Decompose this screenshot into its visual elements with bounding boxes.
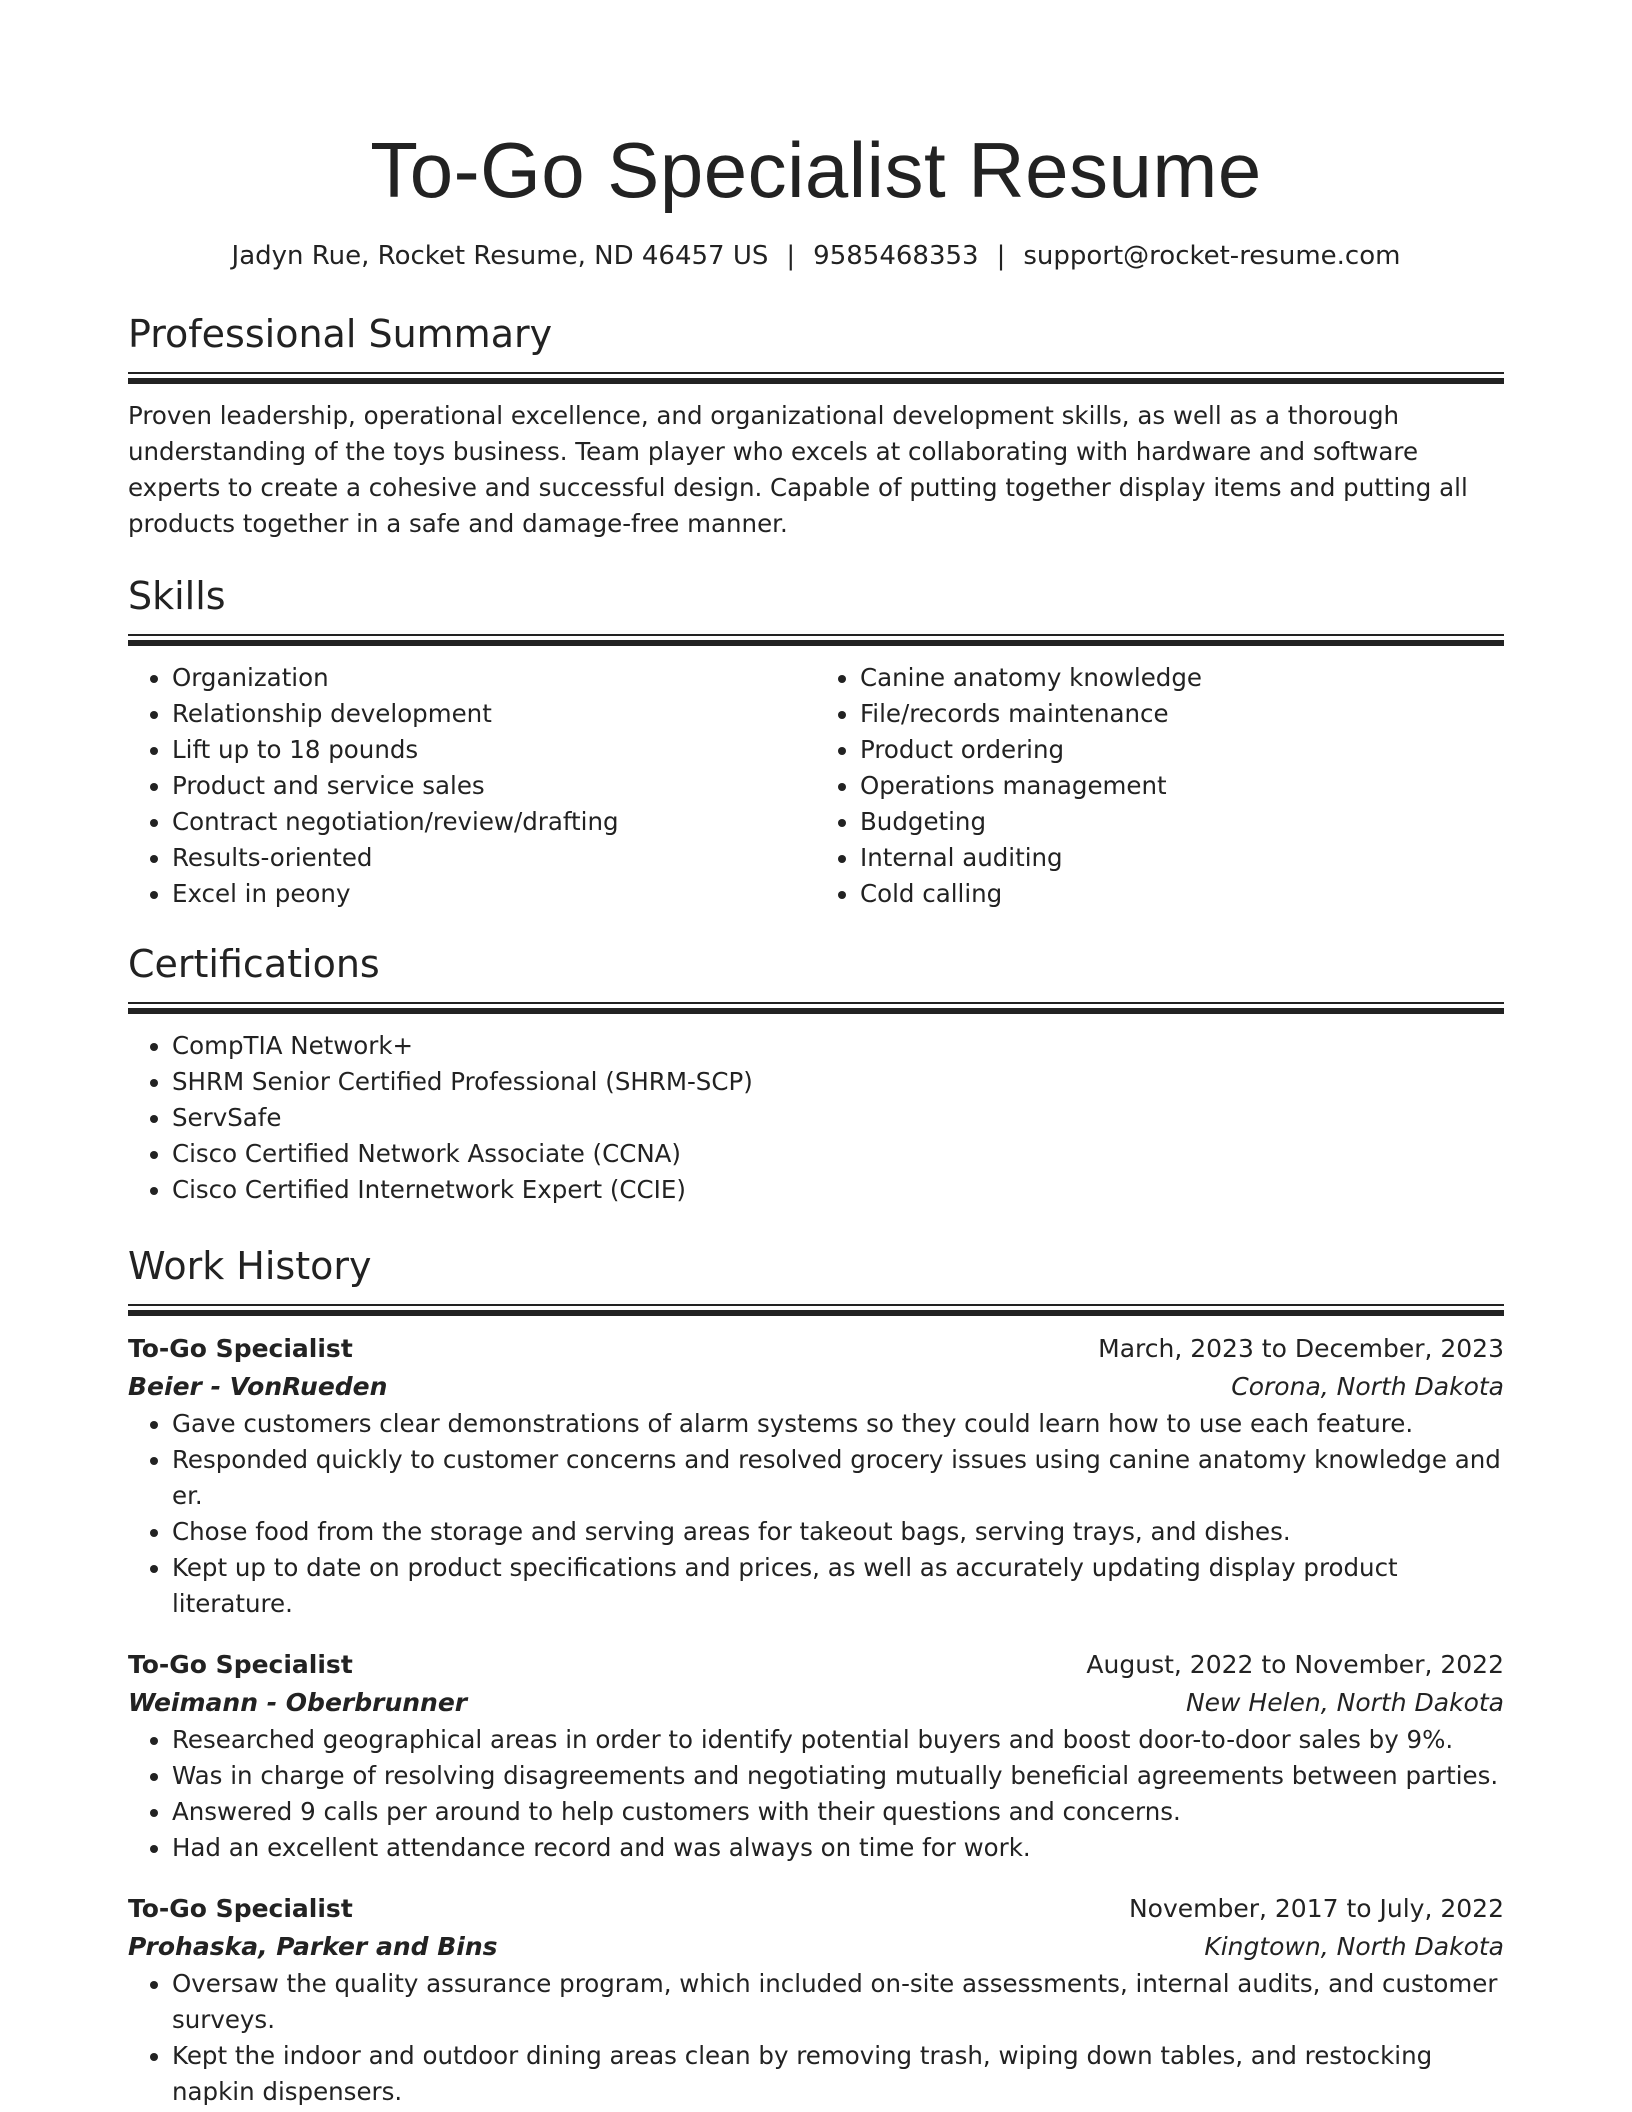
skills-grid xyxy=(128,660,1504,912)
contact-separator: | xyxy=(786,241,796,271)
job-duty: • Gave customers clear demonstrations of alarm systems so they could learn how to use each feature. xyxy=(172,1406,1504,1442)
job-duties-list xyxy=(128,1406,1504,1622)
skill-item: • File/records maintenance xyxy=(860,696,1504,732)
job-company: Prohaska, Parker and Bins xyxy=(128,1932,498,1961)
job-title: To-Go Specialist xyxy=(128,1650,353,1679)
summary-section xyxy=(128,310,1504,542)
skill-item: • Excel in peony xyxy=(172,876,816,912)
skill-item: • Relationship development xyxy=(172,696,816,732)
job-title: To-Go Specialist xyxy=(128,1334,353,1363)
section-divider xyxy=(128,372,1504,384)
skills-heading: Skills xyxy=(128,574,226,618)
job-header xyxy=(128,1646,1504,1684)
work-history-heading: Work History xyxy=(128,1244,372,1288)
job-subheader xyxy=(128,1684,1504,1722)
skills-list-right xyxy=(816,660,1504,912)
certification-item: • Cisco Certified Network Associate (CCNA) xyxy=(172,1136,1504,1172)
job-duty: • Responded quickly to customer concerns and resolved grocery issues using canine anatomy knowledge and er. xyxy=(172,1442,1504,1514)
job-entry xyxy=(128,1646,1504,1866)
job-duty: • Answered 9 calls per around to help customers with their questions and concerns. xyxy=(172,1794,1504,1830)
page-title: To-Go Specialist Resume xyxy=(370,126,1262,214)
job-duty: • Was in charge of resolving disagreements and negotiating mutually beneficial agreements between parties. xyxy=(172,1758,1504,1794)
certifications-section xyxy=(128,940,1504,1208)
skill-item: • Budgeting xyxy=(860,804,1504,840)
summary-heading: Professional Summary xyxy=(128,312,553,356)
skills-column-left xyxy=(128,660,816,912)
skill-item: • Lift up to 18 pounds xyxy=(172,732,816,768)
job-location: Corona, North Dakota xyxy=(1231,1372,1504,1401)
job-dates: March, 2023 to December, 2023 xyxy=(1098,1334,1504,1363)
work-history-section xyxy=(128,1242,1504,2110)
job-duty: • Chose food from the storage and serving areas for takeout bags, serving trays, and dishes. xyxy=(172,1514,1504,1550)
job-subheader xyxy=(128,1928,1504,1966)
section-divider xyxy=(128,634,1504,646)
certification-item: • ServSafe xyxy=(172,1100,1504,1136)
job-entry xyxy=(128,1890,1504,2110)
skill-item: • Cold calling xyxy=(860,876,1504,912)
certifications-heading: Certifications xyxy=(128,942,380,986)
job-header xyxy=(128,1890,1504,1928)
job-dates: August, 2022 to November, 2022 xyxy=(1086,1650,1504,1679)
job-duty: • Kept up to date on product specifications and prices, as well as accurately updating display product literature. xyxy=(172,1550,1504,1622)
skill-item: • Canine anatomy knowledge xyxy=(860,660,1504,696)
job-duty: • Oversaw the quality assurance program, which included on-site assessments, internal audits, and customer surveys. xyxy=(172,1966,1504,2038)
certification-item: • SHRM Senior Certified Professional (SHRM-SCP) xyxy=(172,1064,1504,1100)
skill-item: • Product ordering xyxy=(860,732,1504,768)
skill-item: • Internal auditing xyxy=(860,840,1504,876)
skill-item: • Contract negotiation/review/drafting xyxy=(172,804,816,840)
job-subheader xyxy=(128,1368,1504,1406)
job-location: Kingtown, North Dakota xyxy=(1204,1932,1504,1961)
skills-column-right xyxy=(816,660,1504,912)
certifications-list xyxy=(128,1028,1504,1208)
job-duties-list xyxy=(128,1966,1504,2110)
job-location: New Helen, North Dakota xyxy=(1185,1688,1504,1717)
job-entry xyxy=(128,1330,1504,1622)
job-duties-list xyxy=(128,1722,1504,1866)
job-company: Weimann - Oberbrunner xyxy=(128,1688,468,1717)
contact-separator: | xyxy=(996,241,1006,271)
contact-line xyxy=(128,238,1504,274)
certification-item: • CompTIA Network+ xyxy=(172,1028,1504,1064)
skill-item: • Product and service sales xyxy=(172,768,816,804)
skill-item: • Results-oriented xyxy=(172,840,816,876)
summary-text: Proven leadership, operational excellence, and organizational development skills, as well as a thorough understanding of the toys business. Team player who excels at collaborating with hardware and software experts to create a cohesive and successful design. Capable of putting together display items and putting all products together in a safe and damage-free manner. xyxy=(128,401,1468,538)
skill-item: • Operations management xyxy=(860,768,1504,804)
contact-phone: 9585468353 xyxy=(813,241,979,271)
job-dates: November, 2017 to July, 2022 xyxy=(1128,1894,1504,1923)
job-duty: • Had an excellent attendance record and was always on time for work. xyxy=(172,1830,1504,1866)
skills-list-left xyxy=(128,660,816,912)
contact-email: support@rocket-resume.com xyxy=(1023,241,1401,271)
job-duty: • Kept the indoor and outdoor dining areas clean by removing trash, wiping down tables, and restocking napkin dispensers. xyxy=(172,2038,1504,2110)
job-title: To-Go Specialist xyxy=(128,1894,353,1923)
section-divider xyxy=(128,1002,1504,1014)
job-company: Beier - VonRueden xyxy=(128,1372,388,1401)
skills-section xyxy=(128,572,1504,912)
certification-item: • Cisco Certified Internetwork Expert (CCIE) xyxy=(172,1172,1504,1208)
section-divider xyxy=(128,1304,1504,1316)
skill-item: • Organization xyxy=(172,660,816,696)
job-header xyxy=(128,1330,1504,1368)
contact-address: Jadyn Rue, Rocket Resume, ND 46457 US xyxy=(231,241,769,271)
job-duty: • Researched geographical areas in order to identify potential buyers and boost door-to-door sales by 9%. xyxy=(172,1722,1504,1758)
